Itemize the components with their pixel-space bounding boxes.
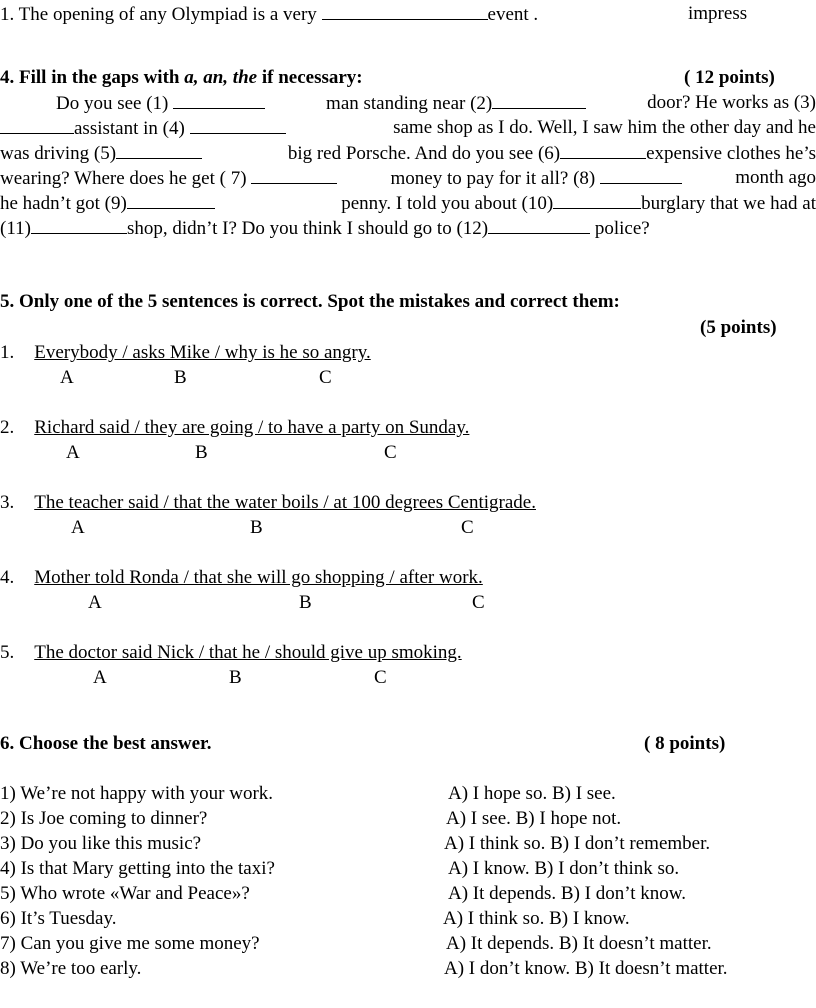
label-c: C: [461, 517, 474, 538]
label-b: B: [229, 667, 242, 688]
task4-row2-part1: assistant in (4): [74, 118, 185, 139]
task5-item-3: [0, 492, 536, 514]
gap-9: [127, 192, 215, 209]
task4-row3-part3: expensive clothes he’s: [646, 143, 816, 164]
task4-row6: [0, 217, 650, 240]
task1-text: 1. The opening of any Olympiad is a very: [0, 4, 317, 25]
gap-1: [173, 92, 265, 109]
task6-question-1: 1) We’re not happy with your work.: [0, 783, 274, 804]
gap-10: [553, 192, 641, 209]
label-b: B: [299, 592, 312, 613]
task4-row5-part2: penny. I told you about (10): [341, 193, 554, 214]
task4-points: ( 12 points): [684, 67, 775, 88]
task1-after: event .: [487, 4, 539, 25]
gap-6: [560, 142, 646, 159]
task5-item-4: [0, 567, 483, 589]
task4-row4: [0, 167, 816, 190]
task4-row1: [0, 92, 816, 115]
task6-question-4: 4) Is that Mary getting into the taxi?: [0, 858, 275, 879]
task5-item-5: [0, 642, 462, 664]
task4-row4-part3: month ago: [735, 167, 816, 188]
gap-2: [492, 92, 586, 109]
task4-row6-part2: shop, didn’t I? Do you think I should go to (12): [126, 218, 489, 239]
item-sentence: The teacher said / that the water boils / at 100 degrees Centigrade.: [34, 492, 536, 513]
label-c: C: [472, 592, 485, 613]
task6-question-8: 8) We’re too early.: [0, 958, 142, 979]
task4-row1-part3: door? He works as (3): [647, 92, 816, 113]
task4-row1-part1: Do you see (1): [56, 93, 169, 114]
task4-row3-part1: was driving (5): [0, 143, 117, 164]
item-sentence: Everybody / asks Mike / why is he so angry.: [34, 342, 371, 363]
label-a: A: [60, 367, 74, 388]
task6-points: ( 8 points): [644, 733, 726, 754]
task4-row6-part1: (11): [0, 218, 31, 239]
gap-3: [0, 117, 74, 134]
item-number: 5.: [0, 642, 15, 663]
task6-answer-8: A) I don’t know. B) It doesn’t matter.: [444, 958, 728, 979]
gap-5: [116, 142, 202, 159]
task4-heading-part1: 4. Fill in the gaps with: [0, 67, 185, 88]
task4-heading-part2: if necessary:: [257, 67, 363, 88]
task6-answer-5: A) It depends. B) I don’t know.: [448, 883, 686, 904]
task6-answer-7: A) It depends. B) It doesn’t matter.: [446, 933, 712, 954]
task6-question-7: 7) Can you give me some money?: [0, 933, 260, 954]
label-a: A: [71, 517, 85, 538]
task6-answer-6: A) I think so. B) I know.: [443, 908, 630, 929]
task6-question-6: 6) It’s Tuesday.: [0, 908, 117, 929]
item-sentence: Richard said / they are going / to have a party on Sunday.: [34, 417, 470, 438]
task4-row6-part3: police?: [594, 218, 650, 239]
item-number: 1.: [0, 342, 15, 363]
label-b: B: [250, 517, 263, 538]
task6-answer-1: A) I hope so. B) I see.: [448, 783, 616, 804]
task6-question-5: 5) Who wrote «War and Peace»?: [0, 883, 250, 904]
label-a: A: [88, 592, 102, 613]
task6-answer-3: A) I think so. B) I don’t remember.: [444, 833, 711, 854]
task4-row4-part2: money to pay for it all? (8): [390, 168, 596, 189]
label-a: A: [66, 442, 80, 463]
task4-heading: [0, 67, 363, 89]
task4-row5-part3: burglary that we had at: [641, 193, 816, 214]
task4-row2: [0, 117, 816, 140]
task4-row1-part2: man standing near (2): [326, 93, 493, 114]
task4-row5-part1: he hadn’t got (9): [0, 193, 127, 214]
gap-12: [488, 217, 590, 234]
task4-row4-part1: wearing? Where does he get ( 7): [0, 168, 247, 189]
task6-heading: 6. Choose the best answer.: [0, 733, 212, 754]
task1-line: [0, 3, 538, 26]
task4-row3: [0, 142, 816, 165]
label-a: A: [93, 667, 107, 688]
task6-question-2: 2) Is Joe coming to dinner?: [0, 808, 208, 829]
task6-question-3: 3) Do you like this music?: [0, 833, 202, 854]
item-number: 4.: [0, 567, 15, 588]
label-c: C: [374, 667, 387, 688]
task6-answer-4: A) I know. B) I don’t think so.: [448, 858, 680, 879]
task5-item-1: [0, 342, 371, 364]
item-sentence: The doctor said Nick / that he / should give up smoking.: [34, 642, 462, 663]
task5-points: (5 points): [700, 317, 777, 338]
item-number: 3.: [0, 492, 15, 513]
gap-11: [31, 217, 127, 234]
task4-row2-part2: same shop as I do. Well, I saw him the other day and he: [393, 117, 816, 138]
item-number: 2.: [0, 417, 15, 438]
label-b: B: [174, 367, 187, 388]
item-sentence: Mother told Ronda / that she will go shopping / after work.: [34, 567, 483, 588]
task4-heading-italic: a, an, the: [184, 67, 258, 88]
task5-heading: 5. Only one of the 5 sentences is correct. Spot the mistakes and correct them:: [0, 291, 620, 312]
task6-answer-2: A) I see. B) I hope not.: [446, 808, 622, 829]
gap-4: [190, 117, 286, 134]
task4-row5: [0, 192, 816, 215]
task4-row3-part2: big red Porsche. And do you see (6): [287, 143, 561, 164]
task5-item-2: [0, 417, 469, 439]
task1-blank: [322, 3, 488, 20]
label-c: C: [319, 367, 332, 388]
gap-7: [251, 167, 337, 184]
gap-8: [600, 167, 682, 184]
label-c: C: [384, 442, 397, 463]
task1-word: impress: [688, 3, 748, 24]
label-b: B: [195, 442, 208, 463]
